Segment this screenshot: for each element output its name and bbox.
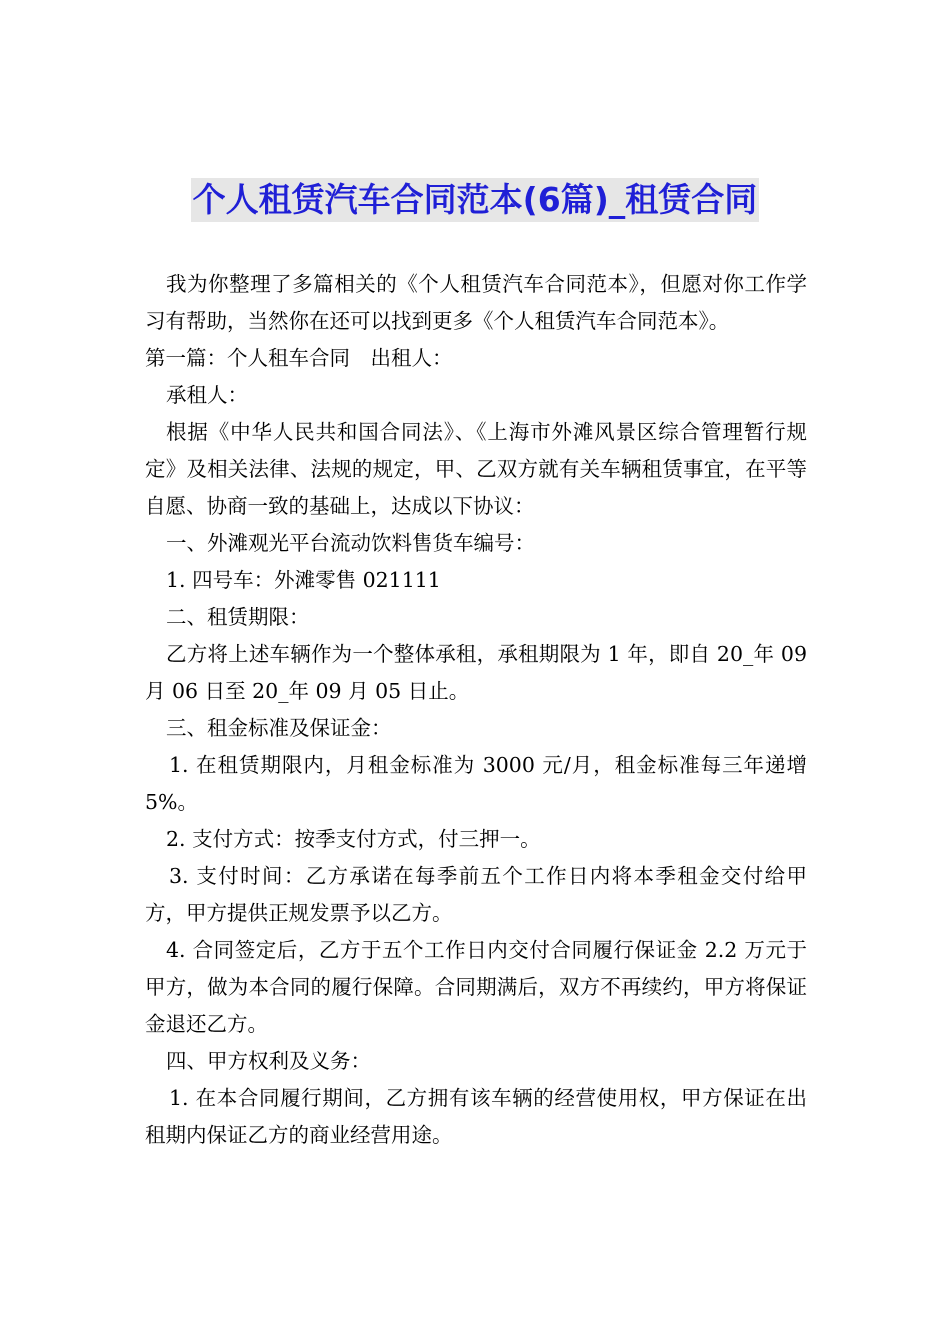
clause-heading-2: 二、租赁期限： xyxy=(166,605,310,629)
document-body xyxy=(145,266,807,1154)
title-container xyxy=(145,178,805,222)
document-title: 个人租赁汽车合同范本(6篇)_租赁合同 xyxy=(191,178,760,222)
clause-item: 1. 在租赁期限内，月租金标准为 3000 元/月，租金标准每三年递增 5%。 xyxy=(145,753,807,814)
clause-item: 4. 合同签定后，乙方于五个工作日内交付合同履行保证金 2.2 万元于甲方，做为本合同的履行保障。合同期满后，双方不再续约，甲方将保证金退还乙方。 xyxy=(145,938,807,1036)
intro-paragraph: 我为你整理了多篇相关的《个人租赁汽车合同范本》，但愿对你工作学习有帮助，当然你在还可以找到更多《个人租赁汽车合同范本》。 xyxy=(145,272,807,333)
lessee-line: 承租人： xyxy=(166,383,248,407)
clause-item: 2. 支付方式：按季支付方式，付三押一。 xyxy=(166,827,541,851)
clause-heading-3: 三、租金标准及保证金： xyxy=(166,716,392,740)
section-heading-first: 第一篇：个人租车合同 出租人： xyxy=(145,346,453,370)
clause-heading-4: 四、甲方权利及义务： xyxy=(166,1049,371,1073)
clause-item: 3. 支付时间：乙方承诺在每季前五个工作日内将本季租金交付给甲方，甲方提供正规发票予以乙方。 xyxy=(145,864,807,925)
clause-heading-1: 一、外滩观光平台流动饮料售货车编号： xyxy=(166,531,535,555)
term-paragraph: 乙方将上述车辆作为一个整体承租，承租期限为 1 年，即自 20_年 09 月 06 日至 20_年 09 月 05 日止。 xyxy=(145,642,807,703)
basis-paragraph: 根据《中华人民共和国合同法》、《上海市外滩风景区综合管理暂行规定》及相关法律、法规的规定，甲、乙双方就有关车辆租赁事宜，在平等自愿、协商一致的基础上，达成以下协议： xyxy=(145,420,807,518)
clause-item: 1. 在本合同履行期间，乙方拥有该车辆的经营使用权，甲方保证在出租期内保证乙方的商业经营用途。 xyxy=(145,1086,807,1147)
clause-item: 1. 四号车：外滩零售 021111 xyxy=(166,568,441,592)
